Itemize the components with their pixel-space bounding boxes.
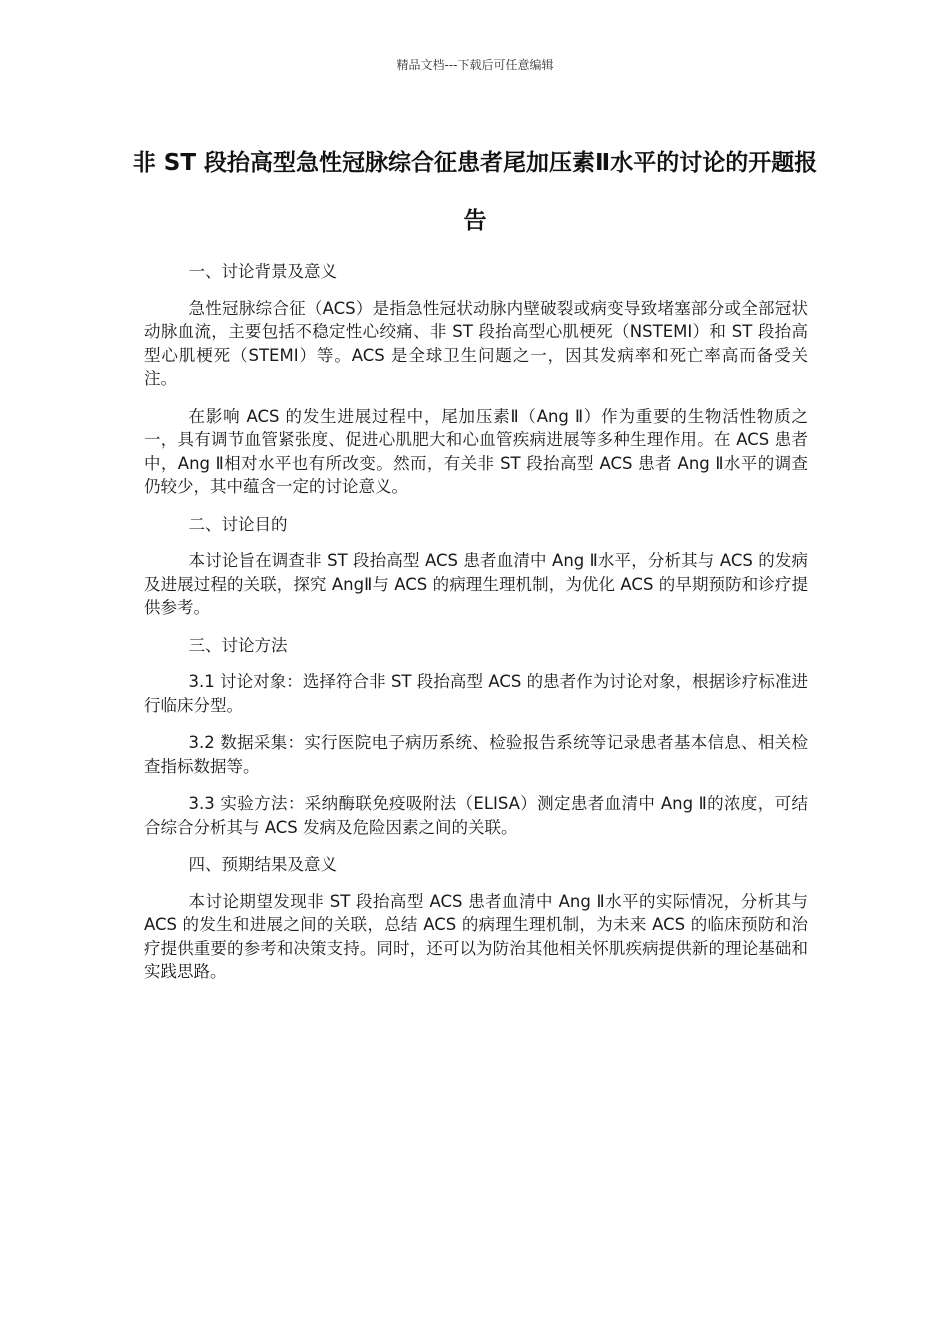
document-title: 非 ST 段抬高型急性冠脉综合征患者尾加压素Ⅱ水平的讨论的开题报告	[132, 150, 818, 234]
document-body	[144, 260, 808, 998]
paragraph-purpose: 本讨论旨在调查非 ST 段抬高型 ACS 患者血清中 Ang Ⅱ水平，分析其与 ACS 的发病及进展过程的关联，探究 AngⅡ与 ACS 的病理生理机制，为优化 ACS 的早期预防和诊疗提供参考。	[144, 551, 808, 617]
section-heading-purpose: 二、讨论目的	[188, 514, 288, 534]
section-heading-methods: 三、讨论方法	[188, 635, 288, 655]
section-heading-expected-results: 四、预期结果及意义	[188, 855, 338, 874]
header-note: 精品文档---下载后可任意编辑	[396, 58, 554, 72]
paragraph-expected-results: 本讨论期望发现非 ST 段抬高型 ACS 患者血清中 Ang Ⅱ水平的实际情况，分析其与 ACS 的发生和进展之间的关联，总结 ACS 的病理生理机制，为未来 ACS 的临床预防和治疗提供重要的参考和决策支持。同时，还可以为防治其他相关怀肌疾病提供新的理论基础和实践思路。	[144, 891, 808, 981]
paragraph-method-data-collection: 3.2 数据采集：实行医院电子病历系统、检验报告系统等记录患者基本信息、相关检查指标数据等。	[144, 733, 808, 776]
paragraph-method-subjects: 3.1 讨论对象：选择符合非 ST 段抬高型 ACS 的患者作为讨论对象，根据诊疗标准进行临床分型。	[144, 672, 808, 715]
paragraph-method-experiment: 3.3 实验方法：采纳酶联免疫吸附法（ELISA）测定患者血清中 Ang Ⅱ的浓度，可结合综合分析其与 ACS 发病及危险因素之间的关联。	[144, 794, 808, 837]
paragraph-background-2: 在影响 ACS 的发生进展过程中，尾加压素Ⅱ（Ang Ⅱ）作为重要的生物活性物质之一，具有调节血管紧张度、促进心肌肥大和心血管疾病进展等多种生理作用。在 ACS 患者中，Ang Ⅱ相对水平也有所改变。然而，有关非 ST 段抬高型 ACS 患者 Ang Ⅱ水平的调查仍较少，其中蕴含一定的讨论意义。	[144, 406, 808, 496]
paragraph-background-1: 急性冠脉综合征（ACS）是指急性冠状动脉内壁破裂或病变导致堵塞部分或全部冠状动脉血流，主要包括不稳定性心绞痛、非 ST 段抬高型心肌梗死（NSTEMI）和 ST 段抬高型心肌梗死（STEMI）等。ACS 是全球卫生问题之一，因其发病率和死亡率高而备受关注。	[144, 298, 808, 388]
section-heading-background: 一、讨论背景及意义	[188, 262, 338, 281]
